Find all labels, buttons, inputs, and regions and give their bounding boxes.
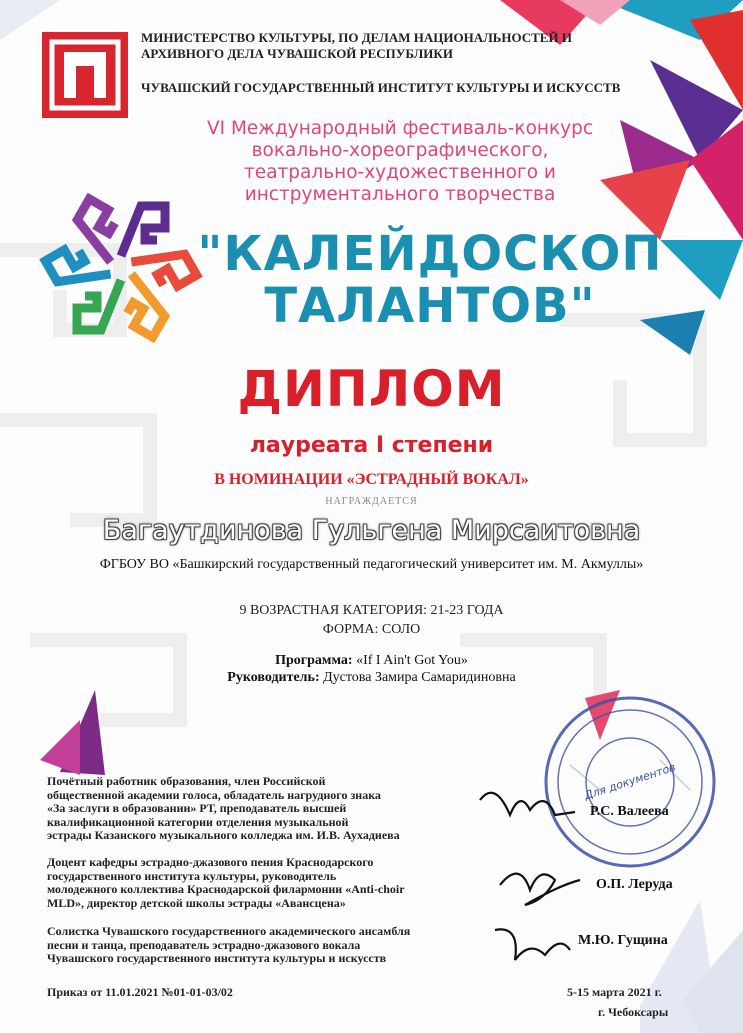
- jury-text-line: квалификационной категории отделения музыкальной: [47, 814, 349, 829]
- jury-text-line: Почётный работник образования, член Российской: [47, 774, 326, 788]
- director-label: Руководитель:: [227, 670, 320, 685]
- jury-text-line: Солистка Чувашского государственного академического ансамбля: [47, 924, 411, 938]
- jury-text-line: песни и танца, преподаватель эстрадно-джазового вокала: [47, 937, 361, 952]
- program-label: Программа:: [275, 653, 353, 668]
- director-value: Дустова Замира Самаридиновна: [323, 670, 516, 685]
- festival-dates: 5-15 марта 2021 г.: [567, 985, 662, 999]
- institute-logo: [42, 32, 128, 118]
- diploma-heading: ДИПЛОМ: [237, 360, 506, 418]
- director: [0, 670, 743, 686]
- jury-member-2-description: [47, 856, 517, 910]
- festival-title: [190, 228, 670, 332]
- jury-signer-1: Р.С. Валеева: [590, 804, 669, 819]
- city: г. Чебоксары: [598, 1005, 669, 1019]
- jury-text-line: общественной академии голоса, обладатель нагрудного знака: [47, 787, 381, 802]
- jury-text-line: Чувашского государственного института культуры и искусств: [47, 951, 387, 965]
- festival-line-1: VI Международный фестиваль-конкурс: [206, 118, 594, 139]
- festival-line-3: театрально-художественного и: [244, 162, 556, 183]
- jury-member-3-description: [47, 925, 517, 966]
- jury-text-line: государственного института культуры, руководитель: [47, 868, 337, 883]
- jury-signer-3: М.Ю. Гущина: [578, 933, 668, 948]
- performance-form: ФОРМА: СОЛО: [322, 622, 421, 637]
- festival-line-2: вокально-хореографического,: [251, 140, 549, 161]
- laureate-degree: лауреата I степени: [249, 433, 494, 458]
- jury-text-line: эстрады Казанского музыкального колледжа им. И.В. Аухадиева: [47, 828, 400, 842]
- nomination: В НОМИНАЦИИ «ЭСТРАДНЫЙ ВОКАЛ»: [214, 471, 529, 488]
- festival-title-line-2: ТАЛАНТОВ": [264, 278, 596, 334]
- stamp-text: Для документов: [582, 760, 678, 803]
- jury-member-1-description: [47, 775, 517, 843]
- program-value: «If I Ain't Got You»: [356, 653, 468, 668]
- triangle-deco: [40, 720, 80, 775]
- institute-name: ЧУВАШСКИЙ ГОСУДАРСТВЕННЫЙ ИНСТИТУТ КУЛЬТУРЫ И ИСКУССТВ: [141, 80, 621, 95]
- jury-text-line: молодежного коллектива Краснодарской филармонии «Anti-choir: [47, 882, 405, 896]
- ministry-name: МИНИСТЕРСТВО КУЛЬТУРЫ, ПО ДЕЛАМ НАЦИОНАЛЬНОСТЕЙ И АРХИВНОГО ДЕЛА ЧУВАШСКОЙ РЕСПУБЛИКИ: [141, 30, 572, 61]
- triangle-deco: [660, 240, 743, 300]
- festival-description: [190, 118, 610, 206]
- festival-title-line-1: "КАЛЕЙДОСКОП: [197, 226, 663, 282]
- order-number: Приказ от 11.01.2021 №01-01-03/02: [47, 985, 233, 999]
- festival-line-4: инструментального творчества: [244, 184, 556, 205]
- recipient-name: Багаутдинова Гульгена Мирсаитовна: [102, 515, 641, 546]
- recipient-university: ФГБОУ ВО «Башкирский государственный педагогический университет им. М. Акмуллы»: [99, 557, 644, 572]
- jury-text-line: Доцент кафедры эстрадно-джазового пения Краснодарского: [47, 855, 374, 869]
- jury-text-line: MLD», директор детской школы эстрады «Авансцена»: [47, 895, 346, 910]
- jury-signer-2: О.П. Леруда: [596, 877, 673, 892]
- awarded-label: НАГРАЖДАЕТСЯ: [325, 496, 418, 507]
- program: [0, 653, 743, 669]
- jury-text-line: «За заслуги в образовании» РТ, преподаватель высшей: [47, 801, 347, 815]
- age-category: 9 ВОЗРАСТНАЯ КАТЕГОРИЯ: 21-23 ГОДА: [239, 603, 504, 618]
